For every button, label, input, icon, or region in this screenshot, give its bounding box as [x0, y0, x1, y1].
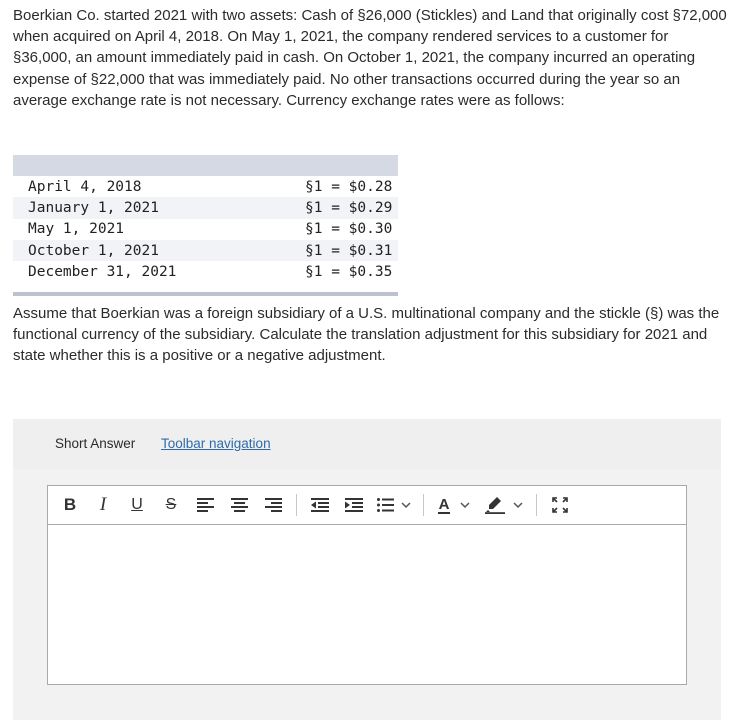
align-left-button[interactable] — [188, 492, 222, 518]
strikethrough-button[interactable]: S — [165, 496, 177, 513]
bullet-list-icon — [377, 498, 394, 512]
rate-date: January 1, 2021 — [28, 199, 159, 216]
font-color-dropdown[interactable] — [430, 492, 478, 518]
bold-button[interactable]: B — [63, 495, 77, 514]
align-right-icon — [265, 498, 282, 512]
answer-type-label: Short Answer — [55, 436, 136, 451]
font-color-icon: A — [438, 495, 450, 513]
chevron-down-icon — [401, 502, 411, 509]
rate-value: §1 = $0.31 — [305, 242, 393, 259]
answer-text-area[interactable] — [48, 525, 686, 684]
rate-value: §1 = $0.28 — [305, 178, 393, 195]
toolbar-divider — [296, 494, 297, 516]
table-bottom-border — [13, 292, 398, 296]
toolbar-divider — [423, 494, 424, 516]
align-left-icon — [197, 498, 214, 512]
rich-text-editor — [47, 485, 687, 685]
table-row — [13, 240, 398, 261]
toolbar-divider — [536, 494, 537, 516]
outdent-button[interactable] — [303, 492, 337, 518]
question-intro: Boerkian Co. started 2021 with two assets: Cash of §26,000 (Stickles) and Land that originally cost §72,000 when acquired on April 4, 2018. On May 1, 2021, the company rendered services to a customer for §36,000, an amount immediately paid in cash. On October 1, 2021, the company incurred an operating expense of §22,000 that was immediately paid. No other transactions occurred during the year so an average exchange rate is not necessary. Currency exchange rates were as follows: — [13, 7, 727, 109]
table-row — [13, 197, 398, 218]
table-row — [13, 219, 398, 240]
indent-icon — [345, 498, 363, 512]
underline-button[interactable]: U — [131, 496, 143, 513]
highlighter-icon — [485, 496, 505, 514]
align-right-button[interactable] — [256, 492, 290, 518]
toolbar-navigation-link[interactable]: Toolbar navigation — [161, 436, 271, 451]
rate-date: December 31, 2021 — [28, 263, 177, 280]
answer-panel — [13, 419, 721, 720]
table-row — [13, 261, 398, 282]
table-header — [13, 155, 398, 176]
rate-value: §1 = $0.30 — [305, 221, 393, 238]
italic-button[interactable]: I — [99, 494, 107, 515]
rate-date: October 1, 2021 — [28, 242, 159, 259]
editor-toolbar — [48, 486, 686, 525]
rate-value: §1 = $0.35 — [305, 263, 393, 280]
rate-date: May 1, 2021 — [28, 221, 125, 238]
rate-date: April 4, 2018 — [28, 178, 142, 195]
question-prompt: Assume that Boerkian was a foreign subsidiary of a U.S. multinational company and the stickle (§) was the functional currency of the subsidiary. Calculate the translation adjustment for this subsidiary for 2021 and state whether this is a positive or a negative adjustment. — [13, 305, 720, 365]
rate-value: §1 = $0.29 — [305, 199, 393, 216]
align-center-icon — [231, 498, 248, 512]
fullscreen-icon — [552, 497, 568, 513]
highlight-color-dropdown[interactable] — [478, 492, 530, 518]
outdent-icon — [311, 498, 329, 512]
align-center-button[interactable] — [222, 492, 256, 518]
answer-header — [13, 419, 721, 469]
chevron-down-icon — [460, 502, 470, 509]
indent-button[interactable] — [337, 492, 371, 518]
exchange-rate-table — [13, 155, 398, 296]
table-row — [13, 176, 398, 197]
chevron-down-icon — [513, 502, 523, 509]
fullscreen-button[interactable] — [543, 492, 577, 518]
bullet-list-dropdown[interactable] — [371, 492, 417, 518]
